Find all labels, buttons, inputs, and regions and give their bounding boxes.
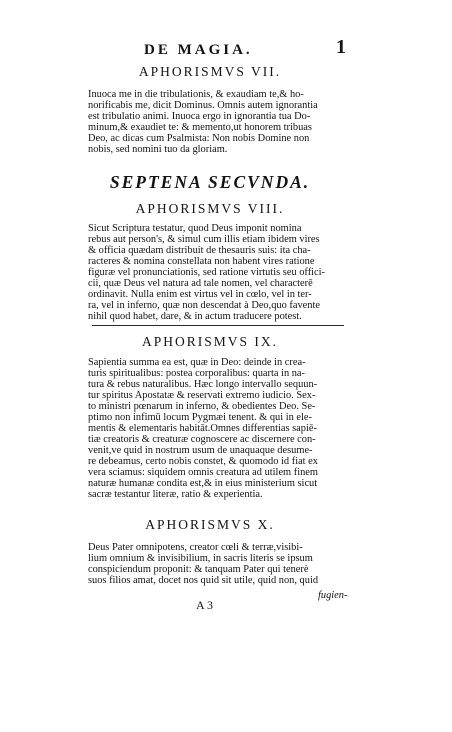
aphorism-9-line: mentis & elementaris habitāt.Omnes differentias sapiē- bbox=[88, 423, 317, 434]
section-title: SEPTENA SECVNDA. bbox=[109, 172, 311, 192]
aphorism-7-line: Deo, ac dicas cum Psalmista: Non nobis Domine non bbox=[88, 133, 310, 144]
aphorism-7-line: Inuoca me in die tribulationis, & exaudiam te,& ho- bbox=[88, 89, 304, 100]
aphorism-8-line: & officia quædam distribuit de thesauris suis: ita cha- bbox=[88, 245, 311, 256]
aphorism-9-line: re debeamus, certo nobis constet, & quomodo id fiat ex bbox=[88, 456, 318, 467]
aphorism-9-line: venit,ve quid in nostrum usum de unaquaque desume- bbox=[88, 445, 313, 456]
aphorism-8-line: ra, vel in inferno, quæ non descendat à Deo,quo favente bbox=[88, 300, 320, 311]
aphorism-9-heading: APHORISMVS IX. bbox=[141, 334, 279, 349]
catchword: fugien- bbox=[318, 590, 348, 601]
signature-mark: A 3 bbox=[196, 598, 214, 612]
aphorism-7-line: est tribulatio animi. Inuoca ergo in ignorantia tua Do- bbox=[88, 111, 311, 122]
aphorism-9-line: naturæ humanæ condita est,& in eius ministerium sicut bbox=[88, 478, 318, 489]
aphorism-9-line: Sapientia summa ea est, quæ in Deo: deinde in crea- bbox=[88, 357, 306, 368]
aphorism-8-heading: APHORISMVS VIII. bbox=[135, 201, 285, 216]
aphorism-10-line: conspiciendum proponit: & tanquam Pater qui tenerè bbox=[88, 564, 309, 575]
aphorism-9-line: sacræ testantur literæ, ratio & experientia. bbox=[88, 489, 263, 500]
aphorism-8-line: figuræ vel pronunciationis, sed ratione virtutis seu offici- bbox=[88, 267, 326, 278]
aphorism-10-line: lium omnium & invisibilium, in sacris literis se ipsum bbox=[88, 553, 313, 564]
aphorism-7-line: nobis, sed nomini tuo da gloriam. bbox=[88, 144, 228, 155]
aphorism-9-line: to ministri pœnarum in inferno, & obedientes Deo. Se- bbox=[88, 401, 316, 412]
aphorism-8-line: racteres & nomina constellata non habent vires ratione bbox=[88, 256, 315, 267]
aphorism-9-line: tiæ creatoris & creaturæ cognoscere ac discernere con- bbox=[88, 434, 316, 445]
aphorism-7-heading: APHORISMVS VII. bbox=[138, 64, 282, 79]
aphorism-10-heading: APHORISMVS X. bbox=[145, 517, 275, 532]
aphorism-8-line: rebus aut person's, & simul cum illis etiam ibidem vires bbox=[88, 234, 320, 245]
aphorism-8-line: Sicut Scriptura testatur, quod Deus imponit nomina bbox=[88, 223, 302, 234]
aphorism-9-line: tura & rebus naturalibus. Hæc longo intervallo sequun- bbox=[88, 379, 318, 390]
aphorism-10-line: suos filios amat, docet nos quid sit utile, quid non, quid bbox=[88, 575, 319, 586]
aphorism-8-line: nihil quod habet, dare, & in actum traducere potest. bbox=[88, 311, 302, 322]
running-head: DE MAGIA. bbox=[144, 42, 253, 58]
aphorism-10-line: Deus Pater omnipotens, creator cœli & terræ,visibi- bbox=[88, 542, 303, 553]
aphorism-9-line: vera sciamus: siquidem omnis creatura ad utilem finem bbox=[88, 467, 318, 478]
aphorism-9-line: ptimo non infimū locum Pygmæi tenent. & qui in ele- bbox=[88, 412, 312, 423]
aphorism-9-line: tur spiritus Apostatæ & reservati extremo iudicio. Sex- bbox=[88, 390, 316, 401]
aphorism-8-line: ordinavit. Nulla enim est virtus vel in cœlo, vel in ter- bbox=[88, 289, 312, 300]
aphorism-8-line: cii, quæ Deus vel natura ad tale nomen, vel characterē bbox=[88, 278, 313, 289]
aphorism-7-line: minum,& exaudiet te: & memento,ut honorem tribuas bbox=[88, 122, 312, 133]
page-number: 1 bbox=[336, 36, 346, 58]
aphorism-7-line: norificabis me, dicit Dominus. Omnis autem ignorantia bbox=[88, 100, 318, 111]
aphorism-9-line: turis spiritualibus: postea corporalibus: quarta in na- bbox=[88, 368, 306, 379]
section-divider bbox=[92, 325, 344, 326]
